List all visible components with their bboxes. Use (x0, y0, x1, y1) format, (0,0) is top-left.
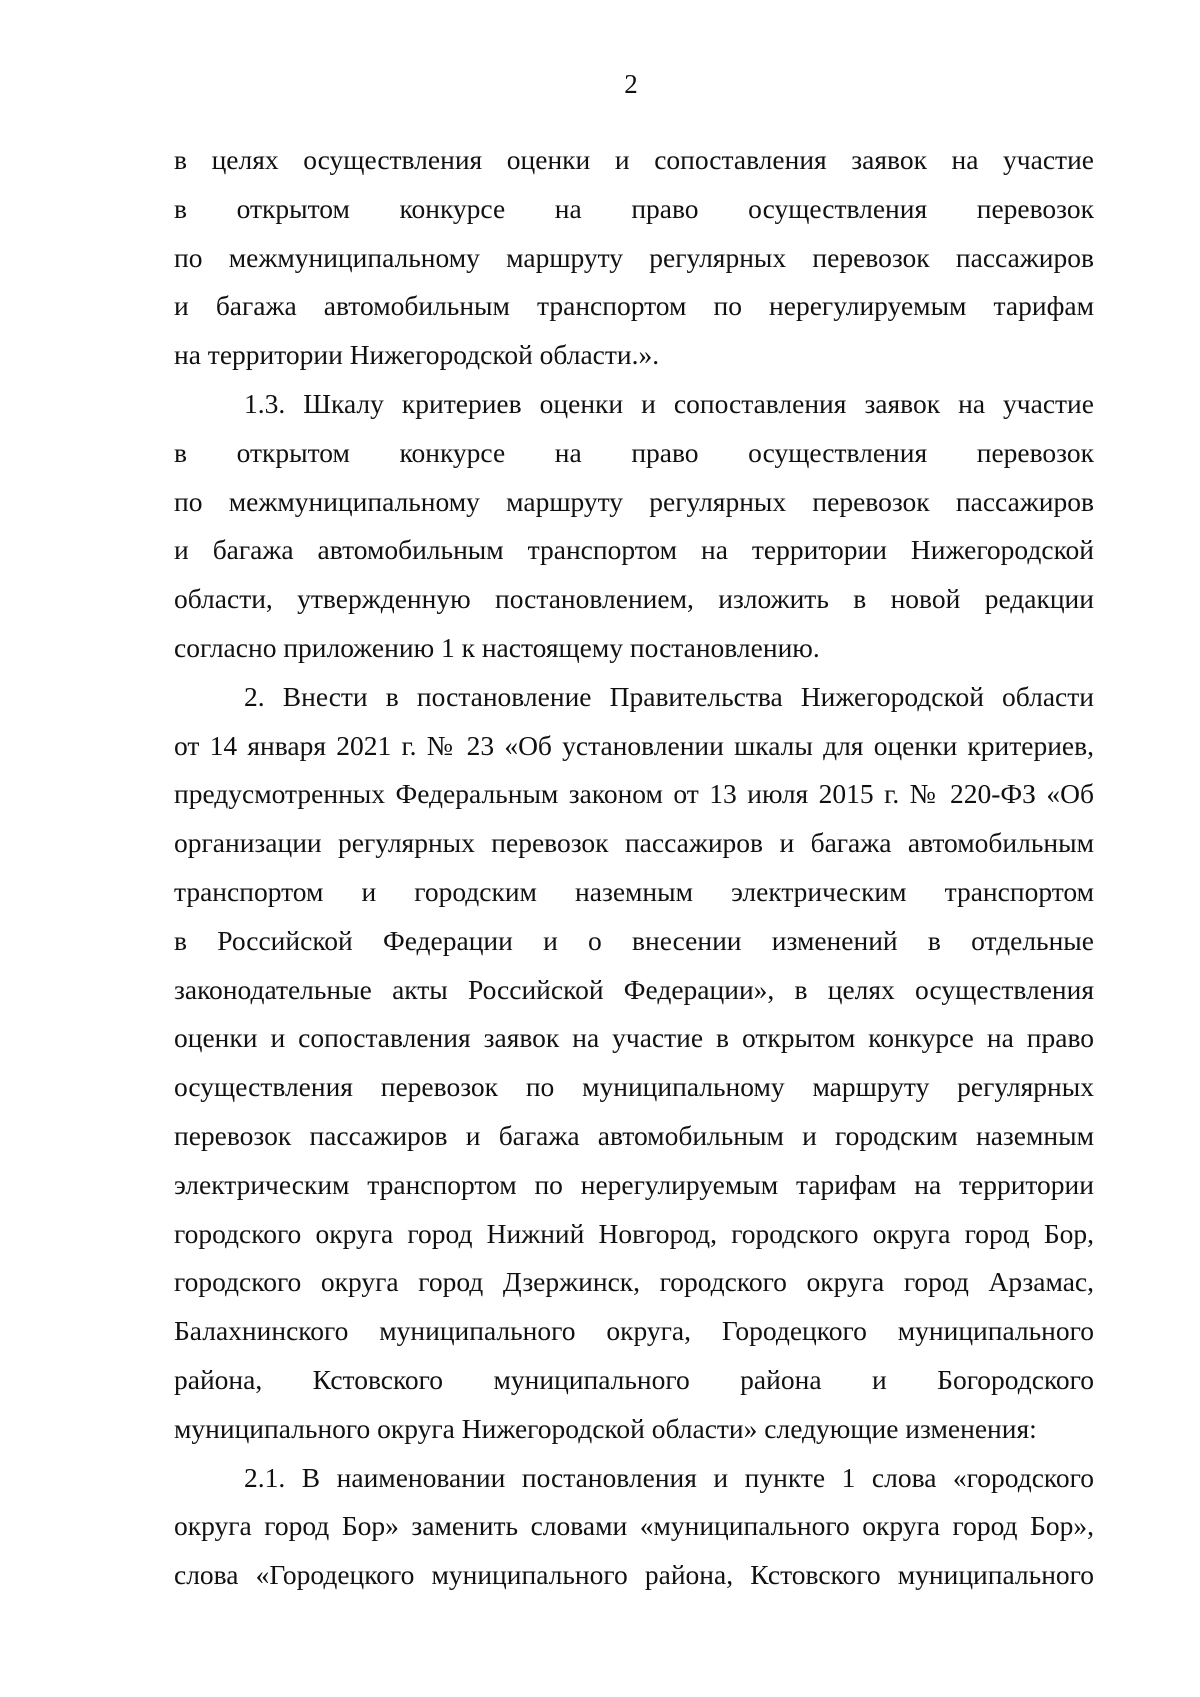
text-line: по межмуниципальному маршруту регулярных перевозок пассажиров (174, 485, 1094, 517)
text-line: в открытом конкурсе на право осуществления перевозок (174, 436, 1094, 468)
text-line: Балахнинского муниципального округа, Городецкого муниципального (174, 1315, 1094, 1347)
text-line: района, Кстовского муниципального района и Богородского (174, 1363, 1094, 1395)
text-line: 2.1. В наименовании постановления и пункте 1 слова «городского (244, 1461, 1094, 1493)
text-line: городского округа город Дзержинск, городского округа город Арзамас, (174, 1266, 1094, 1298)
document-body (174, 136, 1094, 1600)
text-line: городского округа город Нижний Новгород, городского округа город Бор, (174, 1217, 1094, 1249)
text-line: области, утвержденную постановлением, изложить в новой редакции (174, 583, 1094, 615)
text-line: электрическим транспортом по нерегулируемым тарифам на территории (174, 1168, 1094, 1200)
text-line: на территории Нижегородской области.». (174, 339, 660, 371)
text-line: законодательные акты Российской Федерации», в целях осуществления (174, 973, 1094, 1005)
text-line: и багажа автомобильным транспортом по нерегулируемым тарифам (174, 290, 1094, 322)
text-line: слова «Городецкого муниципального района, Кстовского муниципального (174, 1559, 1094, 1591)
text-line: округа город Бор» заменить словами «муниципального округа город Бор», (174, 1510, 1094, 1542)
text-line: транспортом и городским наземным электрическим транспортом (174, 875, 1094, 907)
page-number: 2 (624, 69, 638, 99)
text-line: 1.3. Шкалу критериев оценки и сопоставления заявок на участие (244, 387, 1094, 419)
text-line: 2. Внести в постановление Правительства Нижегородской области (244, 680, 1094, 712)
text-line: в открытом конкурсе на право осуществления перевозок (174, 192, 1094, 224)
text-line: предусмотренных Федеральным законом от 13 июля 2015 г. № 220-ФЗ «Об (174, 778, 1094, 810)
text-line: от 14 января 2021 г. № 23 «Об установлении шкалы для оценки критериев, (174, 729, 1094, 761)
text-line: по межмуниципальному маршруту регулярных перевозок пассажиров (174, 241, 1094, 273)
text-line: и багажа автомобильным транспортом на территории Нижегородской (174, 534, 1094, 566)
text-line: осуществления перевозок по муниципальному маршруту регулярных (174, 1071, 1094, 1103)
text-line: организации регулярных перевозок пассажиров и багажа автомобильным (174, 827, 1094, 859)
text-line: в Российской Федерации и о внесении изменений в отдельные (174, 924, 1094, 956)
text-line: оценки и сопоставления заявок на участие в открытом конкурсе на право (174, 1022, 1094, 1054)
text-line: перевозок пассажиров и багажа автомобильным и городским наземным (174, 1119, 1094, 1151)
text-line: в целях осуществления оценки и сопоставления заявок на участие (174, 144, 1094, 175)
text-line: муниципального округа Нижегородской области» следующие изменения: (174, 1412, 1037, 1444)
text-line: согласно приложению 1 к настоящему постановлению. (174, 631, 820, 663)
